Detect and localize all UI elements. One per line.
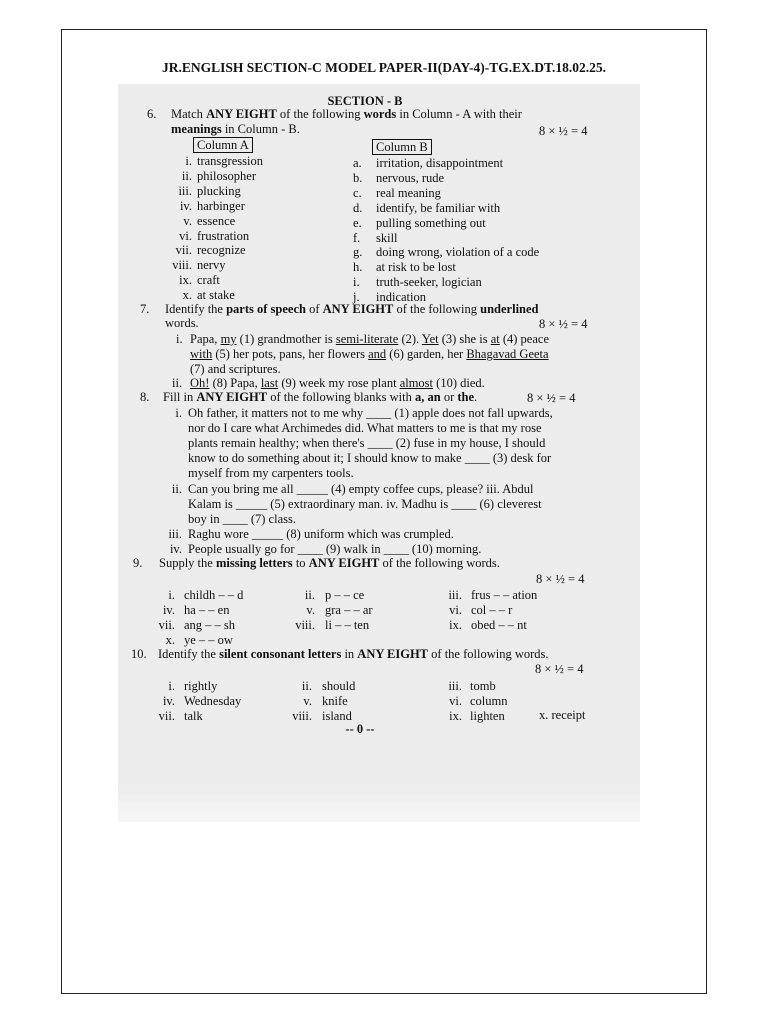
q7-item-number: ii. (172, 376, 183, 390)
column-b-header: Column B (372, 140, 432, 155)
q7-marks: 8 × ½ = 4 (539, 317, 588, 331)
q8-line: plants remain healthy; when there's ____ (2) fuse in my house, I should (188, 436, 546, 450)
q8-item-number: i. (175, 406, 182, 420)
column-b-meaning: truth-seeker, logician (376, 275, 482, 289)
q10-item-number: iv. (162, 694, 175, 708)
column-a-number: viii. (172, 258, 192, 272)
q8-line: People usually go for ____ (9) walk in ____ (10) morning. (188, 542, 482, 556)
q8-line: nor do I care what Archimedes did. What matters to me is that my rose (188, 421, 542, 435)
q8-number: 8. (140, 390, 150, 404)
q8-marks: 8 × ½ = 4 (527, 391, 576, 405)
column-a-word: essence (197, 214, 236, 228)
column-b-letter: e. (353, 216, 362, 230)
column-a-header: Column A (193, 138, 253, 153)
column-b-letter: a. (353, 156, 362, 170)
column-b-meaning: real meaning (376, 186, 441, 200)
column-b-letter: i. (353, 275, 360, 289)
column-a-word: transgression (197, 154, 263, 168)
q10-item-number: i. (168, 679, 175, 693)
q9-item-number: i. (168, 588, 175, 602)
column-b-meaning: identify, be familiar with (376, 201, 501, 215)
q10-item-number: viii. (292, 709, 312, 723)
end-mark: -- 0 -- (345, 722, 375, 736)
q9-item-number: viii. (295, 618, 315, 632)
column-a-number: x. (182, 288, 192, 302)
column-a-number: vi. (179, 229, 192, 243)
column-a-word: philosopher (197, 169, 257, 183)
column-a-number: ii. (181, 169, 192, 183)
q7-passage-line: with (5) her pots, pans, her flowers and (6) garden, her Bhagavad Geeta (190, 347, 549, 361)
q10-item-number: ii. (301, 679, 312, 693)
q9-word: ye – – ow (184, 633, 233, 647)
q10-item-number: v. (303, 694, 312, 708)
q9-word: col – – r (471, 603, 513, 617)
q10-instruction: Identify the silent consonant letters in ANY EIGHT of the following words. (158, 647, 549, 661)
q7-item-number: i. (176, 332, 183, 346)
q9-item-number: v. (306, 603, 315, 617)
q6-instruction-line2: meanings in Column - B. (171, 122, 300, 136)
column-a-number: vii. (175, 243, 192, 257)
q7-passage-line: Oh! (8) Papa, last (9) week my rose plant almost (10) died. (190, 376, 485, 390)
q9-item-number: iii. (448, 588, 462, 602)
column-b-meaning: at risk to be lost (376, 260, 456, 274)
column-a-number: iv. (179, 199, 192, 213)
column-b-letter: h. (353, 260, 363, 274)
q9-marks: 8 × ½ = 4 (536, 572, 585, 586)
q10-item-number: iii. (448, 679, 462, 693)
q9-word: ha – – en (184, 603, 230, 617)
q8-line: boy in ____ (7) class. (188, 512, 296, 526)
column-a-number: i. (185, 154, 192, 168)
q9-word: p – – ce (325, 588, 365, 602)
q10-word: should (322, 679, 356, 693)
q7-instruction-line1: Identify the parts of speech of ANY EIGHT of the following underlined (165, 302, 539, 316)
q10-item-number: ix. (449, 709, 462, 723)
q6-instruction-line1: Match ANY EIGHT of the following words in Column - A with their (171, 107, 522, 121)
column-a-number: iii. (178, 184, 192, 198)
q6-marks: 8 × ½ = 4 (539, 124, 588, 138)
q10-item-number: vii. (158, 709, 175, 723)
q10-word: lighten (470, 709, 505, 723)
q8-item-number: iv. (169, 542, 182, 556)
scanned-page-bottom (118, 782, 640, 822)
q10-item-number: vi. (449, 694, 462, 708)
q8-line: Raghu wore _____ (8) uniform which was crumpled. (188, 527, 454, 541)
column-b-letter: f. (353, 231, 361, 245)
q9-instruction: Supply the missing letters to ANY EIGHT of the following words. (159, 556, 500, 570)
q8-line: Kalam is _____ (5) extraordinary man. iv. Madhu is ____ (6) cleverest (188, 497, 542, 511)
q6-number: 6. (147, 107, 157, 121)
q10-word: rightly (184, 679, 218, 693)
q8-item-number: ii. (171, 482, 182, 496)
q9-item-number: ii. (304, 588, 315, 602)
q9-item-number: ix. (449, 618, 462, 632)
column-a-number: ix. (179, 273, 192, 287)
paper-header: JR.ENGLISH SECTION-C MODEL PAPER-II(DAY-4)-TG.EX.DT.18.02.25. (161, 60, 607, 75)
column-b-letter: j. (353, 290, 360, 304)
q9-item-number: x. (165, 633, 175, 647)
column-a-word: recognize (197, 243, 246, 257)
column-b-meaning: nervous, rude (376, 171, 445, 185)
column-b-letter: g. (353, 245, 363, 259)
q10-word: island (322, 709, 352, 723)
column-a-word: nervy (197, 258, 226, 272)
q10-word: talk (184, 709, 203, 723)
column-b-letter: d. (353, 201, 363, 215)
column-b-letter: b. (353, 171, 363, 185)
column-b-meaning: indication (376, 290, 426, 304)
q9-word: obed – – nt (471, 618, 527, 632)
q8-line: know to do something about it; I should know to make ____ (3) desk for (188, 451, 552, 465)
q8-line: Oh father, it matters not to me why ____ (1) apple does not fall upwards, (188, 406, 553, 420)
q9-word: ang – – sh (184, 618, 236, 632)
q9-item-number: iv. (162, 603, 175, 617)
q9-word: gra – – ar (325, 603, 373, 617)
q9-word: childh – – d (184, 588, 244, 602)
q10-word: column (470, 694, 508, 708)
q9-number: 9. (133, 556, 143, 570)
q8-item-number: iii. (168, 527, 182, 541)
q10-word: x. receipt (539, 708, 586, 722)
q9-item-number: vi. (449, 603, 462, 617)
q9-item-number: vii. (158, 618, 175, 632)
q10-word: knife (322, 694, 348, 708)
q8-line: myself from my carpenters tools. (188, 466, 354, 480)
column-a-word: harbinger (197, 199, 245, 213)
q9-word: frus – – ation (471, 588, 538, 602)
column-b-meaning: doing wrong, violation of a code (376, 245, 540, 259)
q7-passage-line: Papa, my (1) grandmother is semi-literate (2). Yet (3) she is at (4) peace (190, 332, 549, 346)
column-b-letter: c. (353, 186, 362, 200)
column-b-meaning: irritation, disappointment (376, 156, 504, 170)
q7-passage-line: (7) and scriptures. (190, 362, 281, 376)
q7-instruction-line2: words. (165, 316, 199, 330)
column-a-word: craft (197, 273, 220, 287)
q10-marks: 8 × ½ = 4 (535, 662, 584, 676)
q7-number: 7. (140, 302, 150, 316)
column-a-word: plucking (197, 184, 241, 198)
column-a-word: at stake (197, 288, 235, 302)
q8-line: Can you bring me all _____ (4) empty coffee cups, please? iii. Abdul (188, 482, 534, 496)
q8-instruction: Fill in ANY EIGHT of the following blanks with a, an or the. (163, 390, 478, 404)
column-b-meaning: skill (376, 231, 398, 245)
q10-word: Wednesday (184, 694, 242, 708)
q10-number: 10. (131, 647, 147, 661)
section-title: SECTION - B (327, 94, 403, 108)
column-a-number: v. (183, 214, 192, 228)
q10-word: tomb (470, 679, 496, 693)
q9-word: li – – ten (325, 618, 370, 632)
column-b-meaning: pulling something out (376, 216, 486, 230)
column-a-word: frustration (197, 229, 250, 243)
